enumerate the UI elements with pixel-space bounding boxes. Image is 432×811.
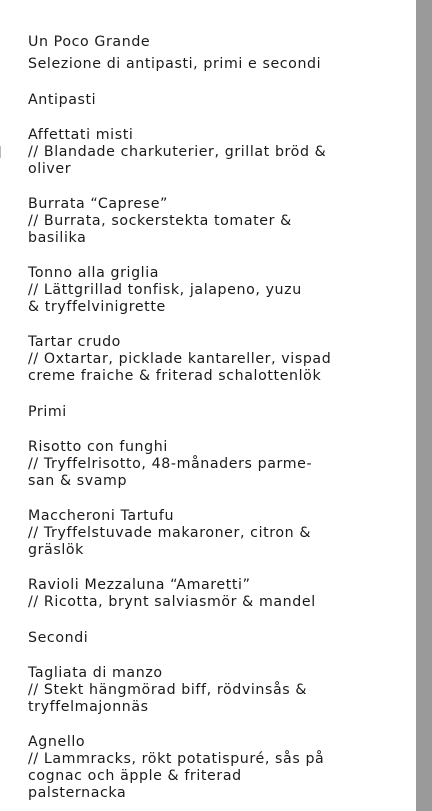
- item-name: Tonno alla griglia: [28, 265, 160, 281]
- item-name: Tartar crudo: [28, 334, 121, 350]
- menu-item: [28, 196, 398, 247]
- edge-mark: [0, 146, 4, 158]
- item-description-line: // Burrata, sockerstekta tomater &: [28, 213, 292, 229]
- menu-item: [28, 334, 398, 385]
- menu-item: [28, 734, 398, 802]
- item-name: Burrata “Caprese”: [28, 196, 168, 212]
- menu-item: [28, 577, 398, 611]
- item-description-line: cognac och äpple & friterad: [28, 768, 242, 784]
- item-description-line: & tryffelvinigrette: [28, 299, 166, 315]
- item-description-line: // Blandade charkuterier, grillat bröd &: [28, 144, 327, 160]
- section-title: Secondi: [28, 630, 89, 646]
- item-description-line: tryffelmajonnäs: [28, 699, 149, 715]
- item-description-line: // Lättgrillad tonfisk, jalapeno, yuzu: [28, 282, 302, 298]
- section-title: Primi: [28, 404, 67, 420]
- menu-item: [28, 439, 398, 490]
- item-description-line: basilika: [28, 230, 87, 246]
- section-title: Antipasti: [28, 92, 97, 108]
- item-description-line: // Tryffelstuvade makaroner, citron &: [28, 525, 312, 541]
- item-description-line: // Ricotta, brynt salviasmör & mandel: [28, 594, 316, 610]
- menu-item: [28, 665, 398, 716]
- item-name: Affettati misti: [28, 127, 134, 143]
- item-description-line: san & svamp: [28, 473, 128, 489]
- item-description-line: // Oxtartar, picklade kantareller, vispad: [28, 351, 332, 367]
- section-secondi: [28, 629, 398, 802]
- item-description-line: // Lammracks, rökt potatispuré, sås på: [28, 751, 325, 767]
- item-description-line: gräslök: [28, 542, 84, 558]
- item-name: Agnello: [28, 734, 86, 750]
- menu: [28, 33, 398, 802]
- item-description-line: // Stekt hängmörad biff, rödvinsås &: [28, 682, 308, 698]
- item-description-line: oliver: [28, 161, 72, 177]
- item-description-line: palsternacka: [28, 785, 127, 801]
- item-name: Risotto con funghi: [28, 439, 168, 455]
- item-description-line: // Tryffelrisotto, 48-månaders parme-: [28, 456, 313, 472]
- menu-subtitle: Selezione di antipasti, primi e secondi: [28, 56, 322, 72]
- menu-item: [28, 127, 398, 178]
- restaurant-name: Un Poco Grande: [28, 34, 151, 50]
- item-description-line: creme fraiche & friterad schalottenlök: [28, 368, 322, 384]
- item-name: Ravioli Mezzaluna “Amaretti”: [28, 577, 251, 593]
- section-antipasti: [28, 91, 398, 403]
- right-sidebar-bar: [416, 0, 432, 811]
- section-primi: [28, 403, 398, 629]
- menu-item: [28, 508, 398, 559]
- item-name: Maccheroni Tartufu: [28, 508, 175, 524]
- menu-item: [28, 265, 398, 316]
- item-name: Tagliata di manzo: [28, 665, 163, 681]
